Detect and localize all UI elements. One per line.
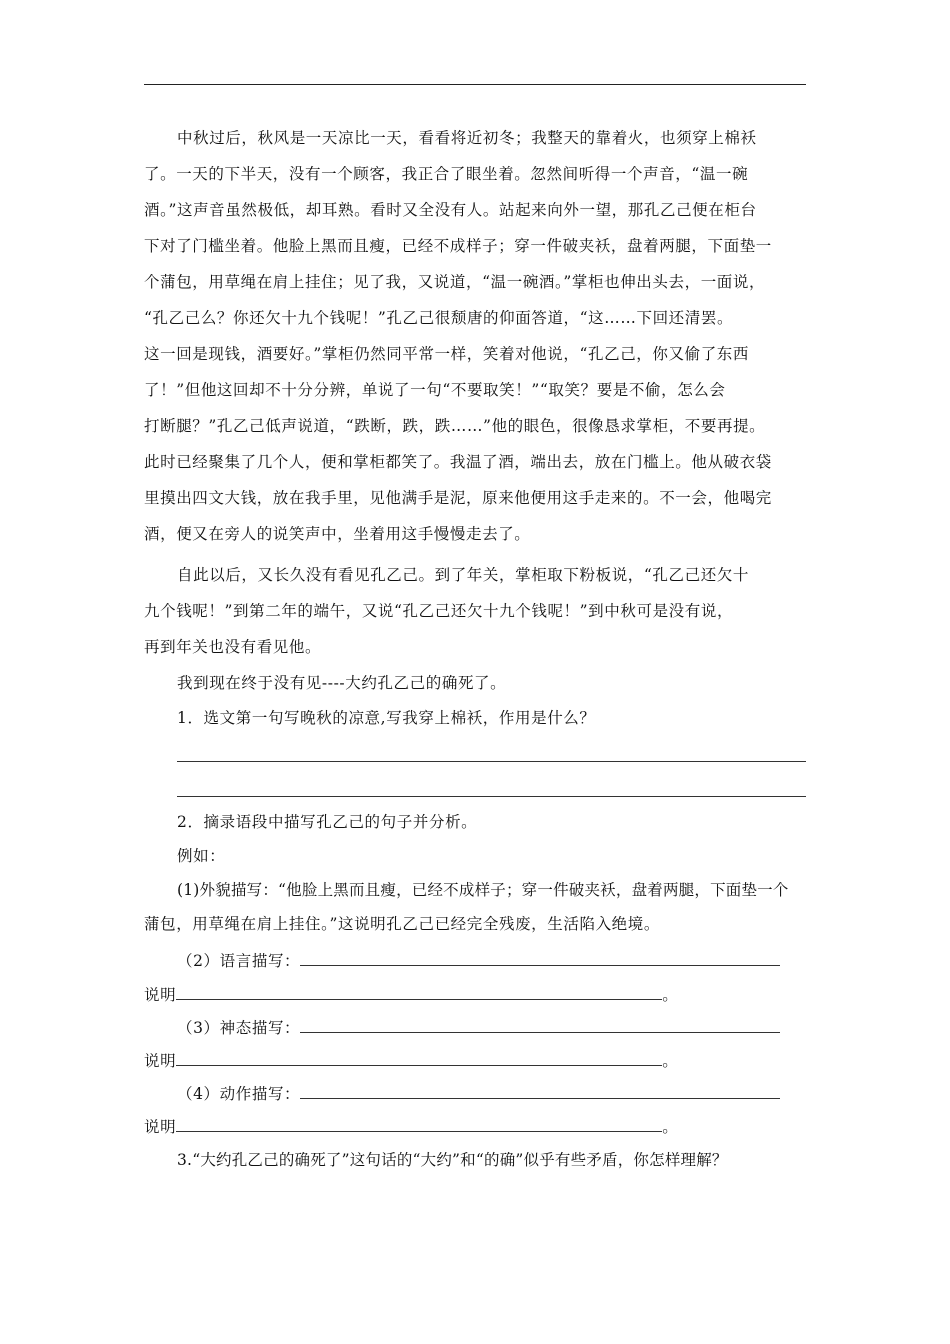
answer-blank[interactable]: [300, 1016, 780, 1033]
explain-row: [144, 983, 678, 1005]
answer-blank[interactable]: [176, 1049, 662, 1066]
answer-blank[interactable]: [176, 983, 662, 1000]
passage-line: 这一回是现钱，酒要好。”掌柜仍然同平常一样，笑着对他说，“孔乙己，你又偷了东西: [144, 345, 750, 363]
passage-line: 打断腿？”孔乙己低声说道，“跌断，跌，跌……”他的眼色，很像恳求掌柜，不要再提。: [144, 417, 766, 435]
passage-line: 此时已经聚集了几个人，便和掌柜都笑了。我温了酒，端出去，放在门槛上。他从破衣袋: [144, 453, 772, 471]
passage-line: 中秋过后，秋风是一天凉比一天，看看将近初冬；我整天的靠着火，也须穿上棉袄: [177, 129, 757, 147]
passage-line: 下对了门槛坐着。他脸上黑而且瘦，已经不成样子；穿一件破夹袄，盘着两腿，下面垫一: [144, 237, 772, 255]
action-description-row: [177, 1082, 780, 1104]
answer-blank[interactable]: [300, 949, 780, 966]
header-rule: [144, 84, 806, 85]
explain-label: 说明: [144, 1052, 177, 1070]
period: 。: [662, 986, 679, 1004]
period: 。: [662, 1118, 679, 1136]
answer-blank[interactable]: [300, 1082, 780, 1099]
answer-blank[interactable]: [176, 1115, 662, 1132]
passage-line: 酒，便又在旁人的说笑声中，坐着用这手慢慢走去了。: [144, 525, 531, 543]
item-label: （2）语言描写：: [177, 952, 301, 970]
answer-line[interactable]: [177, 761, 806, 762]
example-label: 例如：: [177, 847, 226, 865]
question-3: 3.“大约孔乙己的确死了”这句话的“大约”和“的确”似乎有些矛盾，你怎样理解？: [177, 1151, 728, 1169]
passage-line: 自此以后，又长久没有看见孔乙己。到了年关，掌柜取下粉板说，“孔乙己还欠十: [177, 566, 750, 584]
passage-line: 再到年关也没有看见他。: [144, 638, 322, 656]
language-description-row: [177, 949, 780, 971]
explain-label: 说明: [144, 1118, 177, 1136]
item-label: （3）神态描写：: [177, 1019, 301, 1037]
question-1: 1．选文第一句写晚秋的凉意,写我穿上棉袄，作用是什么？: [177, 709, 596, 727]
answer-line[interactable]: [177, 796, 806, 797]
passage-line: 里摸出四文大钱，放在我手里，见他满手是泥，原来他便用这手走来的。不一会，他喝完: [144, 489, 772, 507]
passage-line: 九个钱呢！”到第二年的端午，又说“孔乙己还欠十九个钱呢！”到中秋可是没有说，: [144, 602, 734, 620]
passage-line: 了。一天的下半天，没有一个顾客，我正合了眼坐着。忽然间听得一个声音，“温一碗: [144, 165, 749, 183]
passage-line: “孔乙己么？你还欠十九个钱呢！”孔乙己很颓唐的仰面答道，“这……下回还清罢。: [144, 309, 734, 327]
item-label: （4）动作描写：: [177, 1085, 301, 1103]
expression-description-row: [177, 1016, 780, 1038]
passage-line: 个蒲包，用草绳在肩上挂住；见了我，又说道，“温一碗酒。”掌柜也伸出头去，一面说，: [144, 273, 766, 291]
example-line: (1)外貌描写：“他脸上黑而且瘦，已经不成样子；穿一件破夹袄，盘着两腿，下面垫一个: [177, 881, 789, 899]
passage-line: 酒。”这声音虽然极低，却耳熟。看时又全没有人。站起来向外一望，那孔乙己便在柜台: [144, 201, 757, 219]
example-line: 蒲包，用草绳在肩上挂住。”这说明孔乙己已经完全残废，生活陷入绝境。: [144, 915, 660, 933]
passage-line: 我到现在终于没有见----大约孔乙己的确死了。: [177, 674, 507, 692]
period: 。: [662, 1052, 679, 1070]
explain-label: 说明: [144, 986, 177, 1004]
explain-row: [144, 1049, 678, 1071]
question-2: 2．摘录语段中描写孔乙己的句子并分析。: [177, 813, 478, 831]
passage-line: 了！”但他这回却不十分分辨，单说了一句“不要取笑！”“取笑？要是不偷，怎么会: [144, 381, 726, 399]
explain-row: [144, 1115, 678, 1137]
